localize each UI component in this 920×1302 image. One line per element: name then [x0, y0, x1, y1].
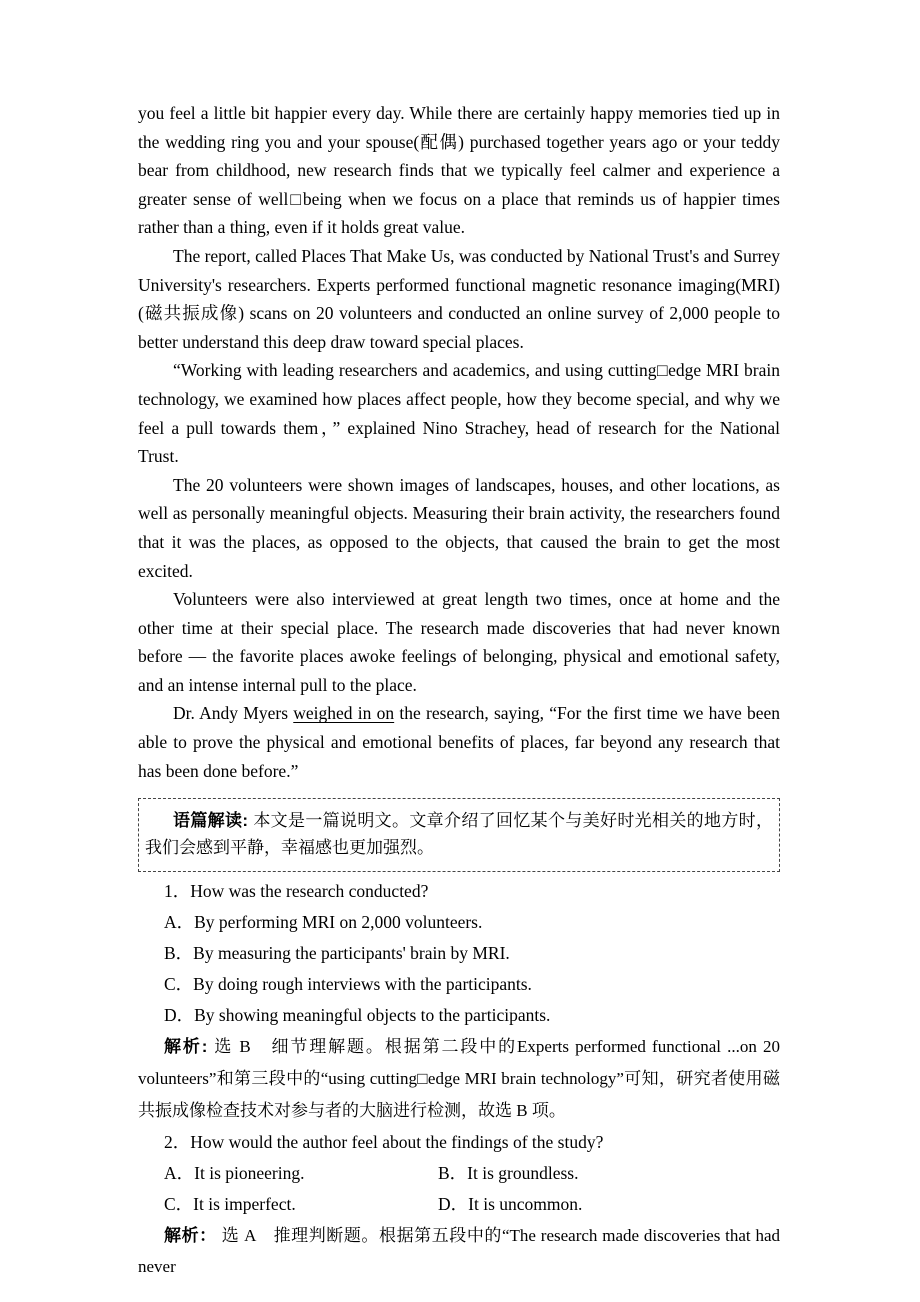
question-1-option-c: C．By doing rough interviews with the participants.: [164, 974, 532, 995]
analysis-1-text: 选 B 细节理解题。根据第二段中的Experts performed functional ...on 20 volunteers”和第三段中的“using cutting□edge MRI brain technology”可知，研究者使用磁共振成像检查技术对参与者的大脑进行检测，故选 B 项。: [138, 1037, 780, 1120]
question-1: [138, 876, 780, 1126]
questions-section: [138, 876, 780, 1283]
passage-paragraph-4: The 20 volunteers were shown images of landscapes, houses, and other locations, as well as personally meaningful objects. Measuring their brain activity, the researchers found that it was the places, as opposed to the objects, that caused the brain to get the most excited.: [138, 474, 780, 581]
question-1-option-b: B．By measuring the participants' brain by MRI.: [164, 943, 510, 964]
summary-paragraph: [145, 807, 773, 861]
question-2-options-row-2: [138, 1189, 780, 1220]
summary-label: 语篇解读:: [173, 811, 248, 831]
passage-paragraph-6: [138, 699, 780, 785]
question-2-number: 2．: [164, 1131, 191, 1152]
question-1-stem-text: How was the research conducted?: [190, 881, 429, 902]
passage-paragraph-2: The report, called Places That Make Us, was conducted by National Trust's and Surrey University's researchers. Experts performed functional magnetic resonance imaging(MRI)(磁共振成像) scans on 20 volunteers and conducted an online survey of 2,000 people to better understand this deep draw toward special places.: [138, 245, 780, 352]
question-2-stem: [138, 1127, 780, 1158]
underlined-phrase: weighed in on: [293, 703, 395, 724]
question-2-option-d: D．It is uncommon.: [438, 1193, 583, 1214]
question-1-number: 1．: [164, 881, 191, 902]
question-2: [138, 1127, 780, 1284]
summary-text: 本文是一篇说明文。文章介绍了回忆某个与美好时光相关的地方时，我们会感到平静，幸福感也更加强烈。: [145, 811, 773, 858]
question-2-option-a: A．It is pioneering.: [164, 1162, 305, 1183]
question-2-analysis: [138, 1220, 780, 1284]
question-1-analysis: [138, 1031, 780, 1126]
question-2-options-row-1: [138, 1158, 780, 1189]
question-1-option-a: A．By performing MRI on 2,000 volunteers.: [164, 912, 483, 933]
passage-paragraph-5: Volunteers were also interviewed at great length two times, once at home and the other time at their special place. The research made discoveries that had never known before — the favorite places awoke feelings of belonging, physical and emotional safety, and an intense internal pull to the place.: [138, 589, 780, 695]
reading-passage: [138, 99, 780, 785]
analysis-2-label: 解析：: [164, 1225, 217, 1245]
analysis-1-label: 解析:: [164, 1037, 208, 1057]
summary-box: [138, 798, 780, 872]
analysis-2-text: 选 A 推理判断题。根据第五段中的“The research made discoveries that had never: [138, 1225, 781, 1277]
question-2-option-b: B．It is groundless.: [438, 1162, 579, 1183]
paragraph-6-text-before: Dr. Andy Myers: [173, 703, 294, 724]
question-2-option-c: C．It is imperfect.: [164, 1193, 296, 1214]
question-2-stem-text: How would the author feel about the findings of the study?: [190, 1131, 604, 1152]
question-1-stem: [138, 876, 780, 907]
passage-paragraph-3: “Working with leading researchers and academics, and using cutting□edge MRI brain technology, we examined how places affect people, how they become special, and why we feel a pull towards them，” explained Nino Strachey, head of research for the National Trust.: [138, 360, 780, 467]
passage-paragraph-1: you feel a little bit happier every day. While there are certainly happy memories tied up in the wedding ring you and your spouse(配偶) purchased together years ago or your teddy bear from childhood, new research finds that we typically feel calmer and experience a greater sense of well□being when we focus on a place that reminds us of happier times rather than a thing, even if it holds great value.: [138, 103, 780, 238]
question-1-option-d: D．By showing meaningful objects to the participants.: [164, 1005, 551, 1026]
paragraph-6-text-after: the research, saying, “For the first time we have been able to prove the physical and emotional benefits of places, far beyond any research that has been done before.”: [138, 703, 780, 781]
